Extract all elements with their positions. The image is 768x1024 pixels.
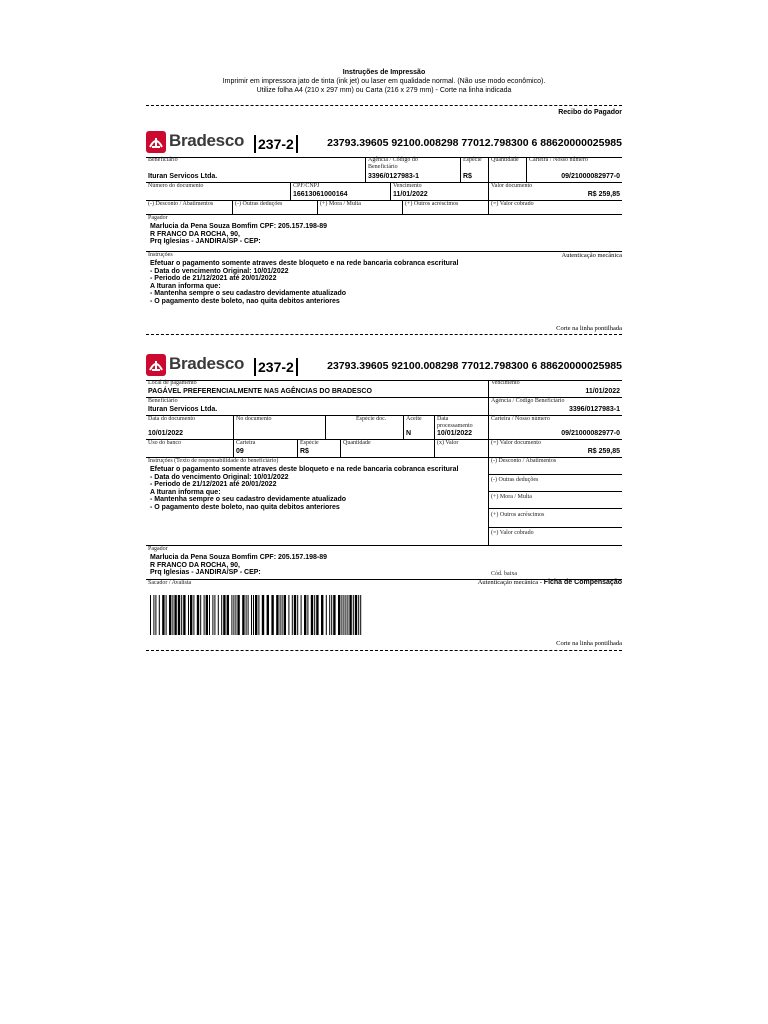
- especie-value: R$: [463, 173, 472, 180]
- cut-line-middle: [146, 334, 622, 335]
- especie-ficha-value: R$: [300, 448, 309, 455]
- barcode-bar: [307, 595, 308, 635]
- cell-local-pagamento: Local de pagamento PAGÁVEL PREFERENCIALMENTE NAS AGÊNCIAS DO BRADESCO: [146, 380, 489, 398]
- barcode-bar: [345, 595, 346, 635]
- cell-outras-deducoes-ficha: (-) Outras deduções: [489, 475, 622, 492]
- barcode-bar: [326, 595, 327, 635]
- cell-aceite: Aceite N: [404, 416, 435, 440]
- barcode-bar: [233, 595, 234, 635]
- barcode-bar: [193, 595, 194, 635]
- barcode-bar: [321, 595, 323, 635]
- barcode-bar: [227, 595, 229, 635]
- valor-documento-value: R$ 259,85: [587, 191, 620, 198]
- barcode-bar: [284, 595, 286, 635]
- barcode-bar: [353, 595, 354, 635]
- vencimento-ficha-value: 11/01/2022: [585, 388, 620, 395]
- sacador-label: Sacador / Avalista: [148, 580, 192, 586]
- barcode-bar: [153, 595, 154, 635]
- cell-agencia: Agência / Código do Beneficiário 3396/0127983-1: [366, 157, 461, 183]
- barcode-bar: [218, 595, 219, 635]
- barcode-bar: [329, 595, 330, 635]
- bank-code: 237-2: [254, 135, 298, 153]
- barcode-bar: [178, 595, 180, 635]
- local-pagamento-value: PAGÁVEL PREFERENCIALMENTE NAS AGÊNCIAS DO BRADESCO: [148, 388, 372, 395]
- ficha-label: Ficha de Compensação: [543, 579, 622, 586]
- corte-label-1: Corte na linha pontilhada: [556, 325, 622, 332]
- cut-line-top: [146, 105, 622, 106]
- cell-beneficiario-ficha: Beneficiário Ituran Servicos Ltda.: [146, 398, 489, 416]
- barcode: [150, 595, 362, 635]
- barcode-bar: [271, 595, 273, 635]
- barcode-bar: [223, 595, 225, 635]
- cell-mora-multa: (+) Mora / Multa: [318, 201, 403, 215]
- cell-especie-doc: Espécie doc.: [326, 416, 404, 440]
- bank-header-receipt: [146, 131, 622, 158]
- barcode-bar: [276, 595, 278, 635]
- barcode-bar: [155, 595, 156, 635]
- cell-desconto: (-) Desconto / Abatimentos: [146, 201, 233, 215]
- barcode-bar: [183, 595, 185, 635]
- cell-quantidade: Quantidade: [489, 157, 527, 183]
- barcode-bar: [316, 595, 318, 635]
- cell-valor: (x) Valor: [435, 440, 489, 458]
- cell-vencimento: Vencimento 11/01/2022: [391, 183, 489, 201]
- cell-agencia-ficha: Agência / Código Beneficiário 3396/0127983-1: [489, 398, 622, 416]
- barcode-bar: [349, 595, 351, 635]
- bradesco-logo-icon: [146, 131, 166, 153]
- cell-data-processamento: Data processamento 10/01/2022: [435, 416, 489, 440]
- beneficiario-value: Ituran Servicos Ltda.: [148, 173, 218, 180]
- bank-name: Bradesco: [169, 354, 245, 373]
- cell-especie-ficha: Espécie R$: [298, 440, 341, 458]
- barcode-bar: [355, 595, 357, 635]
- barcode-bar: [288, 595, 289, 635]
- barcode-bar: [311, 595, 313, 635]
- barcode-bar: [341, 595, 342, 635]
- cell-carteira: Carteira 09: [234, 440, 298, 458]
- barcode-bar: [181, 595, 182, 635]
- barcode-bar: [204, 595, 205, 635]
- cpf-cnpj-value: 16613061000164: [293, 191, 348, 198]
- agencia-value: 3396/0127983-1: [368, 173, 419, 180]
- barcode-bar: [235, 595, 236, 635]
- vencimento-value: 11/01/2022: [393, 191, 428, 198]
- valor-documento-ficha-value: R$ 259,85: [587, 448, 620, 455]
- digitable-line: 23793.39605 92100.008298 77012.798300 6 88620000025985: [327, 137, 622, 149]
- cell-valor-documento-ficha: (=) Valor documento R$ 259,85: [489, 440, 622, 458]
- barcode-bar: [242, 595, 244, 635]
- barcode-bar: [166, 595, 167, 635]
- carteira-value: 09: [236, 448, 244, 455]
- bank-name: Bradesco: [169, 131, 245, 150]
- cell-no-documento: No documento: [234, 416, 326, 440]
- barcode-bar: [200, 595, 201, 635]
- cut-line-bottom: [146, 650, 622, 651]
- barcode-bar: [206, 595, 208, 635]
- cell-valor-documento: Valor documento R$ 259,85: [489, 183, 622, 201]
- agencia-ficha-value: 3396/0127983-1: [569, 406, 620, 413]
- pagador-ficha-block: Marlucia da Pena Souza Bomfim CPF: 205.157.198-89 R FRANCO DA ROCHA, 90, Prq Iglesias - JANDIRA/SP - CEP:: [150, 554, 328, 577]
- cell-desconto-ficha: (-) Desconto / Abatimentos: [489, 458, 622, 475]
- barcode-bar: [197, 595, 199, 635]
- cell-numero-documento: Número do documento: [146, 183, 291, 201]
- barcode-bar: [188, 595, 189, 635]
- cell-especie: Espécie R$: [461, 157, 489, 183]
- cell-vencimento-ficha: Vencimento 11/01/2022: [489, 380, 622, 398]
- cell-cpf-cnpj: CPF/CNPJ 16613061000164: [291, 183, 391, 201]
- barcode-bar: [209, 595, 210, 635]
- barcode-bar: [253, 595, 254, 635]
- bank-code: 237-2: [254, 358, 298, 376]
- cell-pagador: Pagador Marlucia da Pena Souza Bomfim CPF: 205.157.198-89 R FRANCO DA ROCHA, 90, Prq Iglesias - JANDIRA/SP - CEP:: [146, 215, 622, 252]
- nosso-numero-ficha-value: 09/21000082977-0: [561, 430, 620, 437]
- barcode-bar: [174, 595, 176, 635]
- barcode-bar: [159, 595, 160, 635]
- barcode-bar: [267, 595, 269, 635]
- barcode-bar: [262, 595, 264, 635]
- cell-uso-banco: Uso do banco: [146, 440, 234, 458]
- barcode-bar: [221, 595, 222, 635]
- data-processamento-value: 10/01/2022: [437, 430, 473, 437]
- autenticacao-label: Autenticação mecânica: [561, 252, 622, 259]
- barcode-bar: [301, 595, 302, 635]
- cod-baixa-label: Cód. baixa: [491, 571, 517, 577]
- cell-outros-acrescimos: (+) Outros acréscimos: [403, 201, 489, 215]
- barcode-bar: [338, 595, 340, 635]
- cell-valor-cobrado: (=) Valor cobrado: [489, 201, 622, 215]
- barcode-bar: [347, 595, 348, 635]
- print-instructions-line1: Imprimir em impressora jato de tinta (ink jet) ou laser em qualidade normal. (Não use modo econômico).: [222, 78, 546, 85]
- barcode-bar: [255, 595, 257, 635]
- autenticacao-ficha: Autenticação mecânica - Ficha de Compensação: [477, 579, 622, 586]
- cell-nosso-numero-ficha: Carteira / Nosso número 09/21000082977-0: [489, 416, 622, 440]
- instructions-ficha: Efetuar o pagamento somente atraves deste bloqueto e na rede bancaria cobranca escritural - Data do vencimento Original: 10/01/2022 - Periodo de 21/12/2021 até 20/01/2022 A Ituran informa que: - Mantenha sempre o seu cadastro devidamente atualizado - O pagamento deste boleto, nao quita debitos anteriores: [150, 466, 459, 511]
- barcode-bar: [343, 595, 344, 635]
- barcode-bar: [231, 595, 232, 635]
- barcode-bar: [212, 595, 213, 635]
- barcode-bar: [333, 595, 335, 635]
- print-instructions: [0, 68, 768, 95]
- corte-label-2: Corte na linha pontilhada: [556, 640, 622, 647]
- cell-pagador-ficha: Pagador Marlucia da Pena Souza Bomfim CPF: 205.157.198-89 R FRANCO DA ROCHA, 90, Prq Iglesias - JANDIRA/SP - CEP: Cód. baixa: [146, 546, 622, 580]
- print-instructions-title: Instruções de Impressão: [342, 69, 426, 76]
- beneficiario-ficha-value: Ituran Servicos Ltda.: [148, 406, 218, 413]
- barcode-bar: [214, 595, 215, 635]
- cell-outras-deducoes: (-) Outras deduções: [233, 201, 318, 215]
- cell-mora-multa-ficha: (+) Mora / Multa: [489, 492, 622, 509]
- cell-valor-cobrado-ficha: (=) Valor cobrado: [489, 528, 622, 546]
- pagador-block: Marlucia da Pena Souza Bomfim CPF: 205.157.198-89 R FRANCO DA ROCHA, 90, Prq Iglesias - JANDIRA/SP - CEP:: [150, 223, 328, 246]
- barcode-bar: [358, 595, 359, 635]
- barcode-bar: [248, 595, 249, 635]
- receipt-label: Recibo do Pagador: [558, 109, 622, 116]
- barcode-bar: [190, 595, 192, 635]
- instrucoes-label: Instruções: [148, 252, 173, 258]
- barcode-bar: [251, 595, 252, 635]
- print-instructions-line2: Utilize folha A4 (210 x 297 mm) ou Carta (216 x 279 mm) - Corte na linha indicada: [256, 87, 512, 94]
- barcode-bar: [331, 595, 332, 635]
- barcode-bar: [258, 595, 259, 635]
- barcode-bar: [297, 595, 298, 635]
- instructions-receipt: Efetuar o pagamento somente atraves deste bloqueto e na rede bancaria cobranca escritural - Data do vencimento Original: 10/01/2022 - Periodo de 21/12/2021 até 20/01/2022 A Ituran informa que: - Mantenha sempre o seu cadastro devidamente atualizado - O pagamento deste boleto, nao quita debitos anteriores: [150, 260, 459, 305]
- data-documento-value: 10/01/2022: [148, 430, 184, 437]
- barcode-bar: [150, 595, 151, 635]
- cell-data-documento: Data do documento 10/01/2022: [146, 416, 234, 440]
- cell-beneficiario: Beneficiário Ituran Servicos Ltda.: [146, 157, 366, 183]
- barcode-bar: [304, 595, 306, 635]
- bradesco-logo-icon: [146, 354, 166, 376]
- barcode-bar: [294, 595, 296, 635]
- barcode-bar: [360, 595, 361, 635]
- barcode-bar: [169, 595, 171, 635]
- cell-nosso-numero: Carteira / Nosso número 09/21000082977-0: [527, 157, 622, 183]
- aceite-value: N: [406, 430, 412, 437]
- barcode-bar: [162, 595, 164, 635]
- barcode-bar: [282, 595, 283, 635]
- cell-instrucoes-ficha: Instruções (Texto de responsabilidade do beneficiário) Efetuar o pagamento somente atraves deste bloqueto e na rede bancaria cobranca escritural - Data do vencimento Original: 10/01/2022 - Periodo de 21/12/2021 até 20/01/2022 A Ituran informa que: - Mantenha sempre o seu cadastro devidamente atualizado - O pagamento deste boleto, nao quita debitos anteriores: [146, 458, 489, 546]
- barcode-bar: [314, 595, 315, 635]
- cell-quantidade-ficha: Quantidade: [341, 440, 435, 458]
- nosso-numero-value: 09/21000082977-0: [561, 173, 620, 180]
- barcode-bar: [172, 595, 173, 635]
- barcode-bar: [280, 595, 281, 635]
- barcode-bar: [292, 595, 293, 635]
- digitable-line: 23793.39605 92100.008298 77012.798300 6 88620000025985: [327, 360, 622, 372]
- barcode-bar: [246, 595, 247, 635]
- cell-outros-acrescimos-ficha: (+) Outros acréscimos: [489, 509, 622, 528]
- bank-header-ficha: [146, 354, 622, 381]
- barcode-bar: [237, 595, 239, 635]
